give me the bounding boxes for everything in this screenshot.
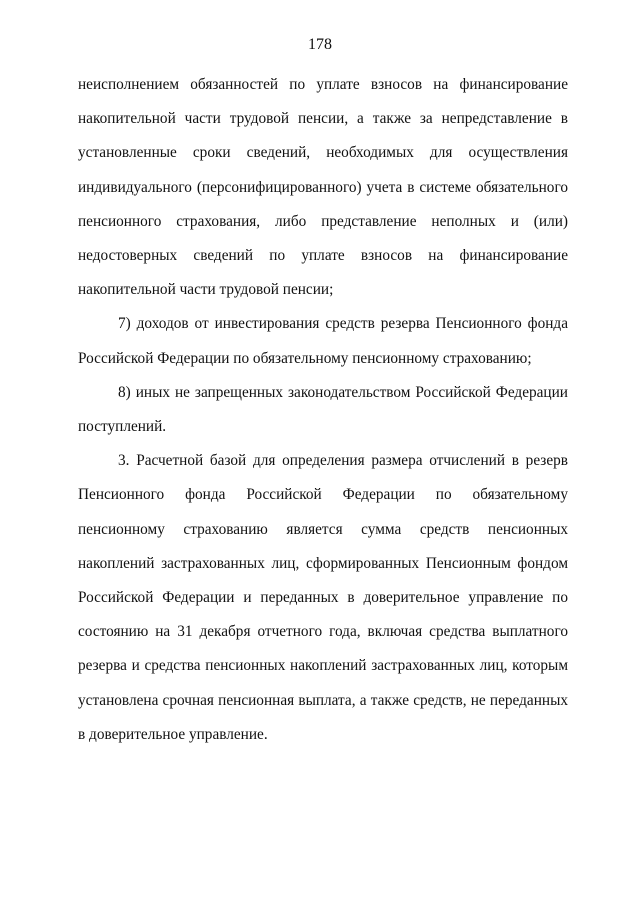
page-number: 178: [308, 36, 332, 53]
document-body: [78, 68, 568, 752]
paragraph-item-8: 8) иных не запрещенных законодательством Российской Федерации поступлений.: [78, 383, 568, 436]
paragraph-continuation: неисполнением обязанностей по уплате взносов на финансирование накопительной части трудовой пенсии, а также за непредставление в установленные сроки сведений, необходимых для осуществления индивидуального (персонифицированного) учета в системе обязательного пенсионного страхования, либо представление неполных и (или) недостоверных сведений по уплате взносов на финансирование накопительной части трудовой пенсии;: [78, 76, 568, 299]
paragraph-item-7: 7) доходов от инвестирования средств резерва Пенсионного фонда Российской Федерации по обязательному пенсионному страхованию;: [78, 315, 568, 367]
paragraph-section-3: 3. Расчетной базой для определения размера отчислений в резерв Пенсионного фонда Российской Федерации по обязательному пенсионному страхованию является сумма средств пенсионных накоплений застрахованных лиц, сформированных Пенсионным фондом Российской Федерации и переданных в доверительное управление по состоянию на 31 декабря отчетного года, включая средства выплатного резерва и средства пенсионных накоплений застрахованных лиц, которым установлена срочная пенсионная выплата, а также средств, не переданных в доверительное управление.: [78, 452, 568, 743]
